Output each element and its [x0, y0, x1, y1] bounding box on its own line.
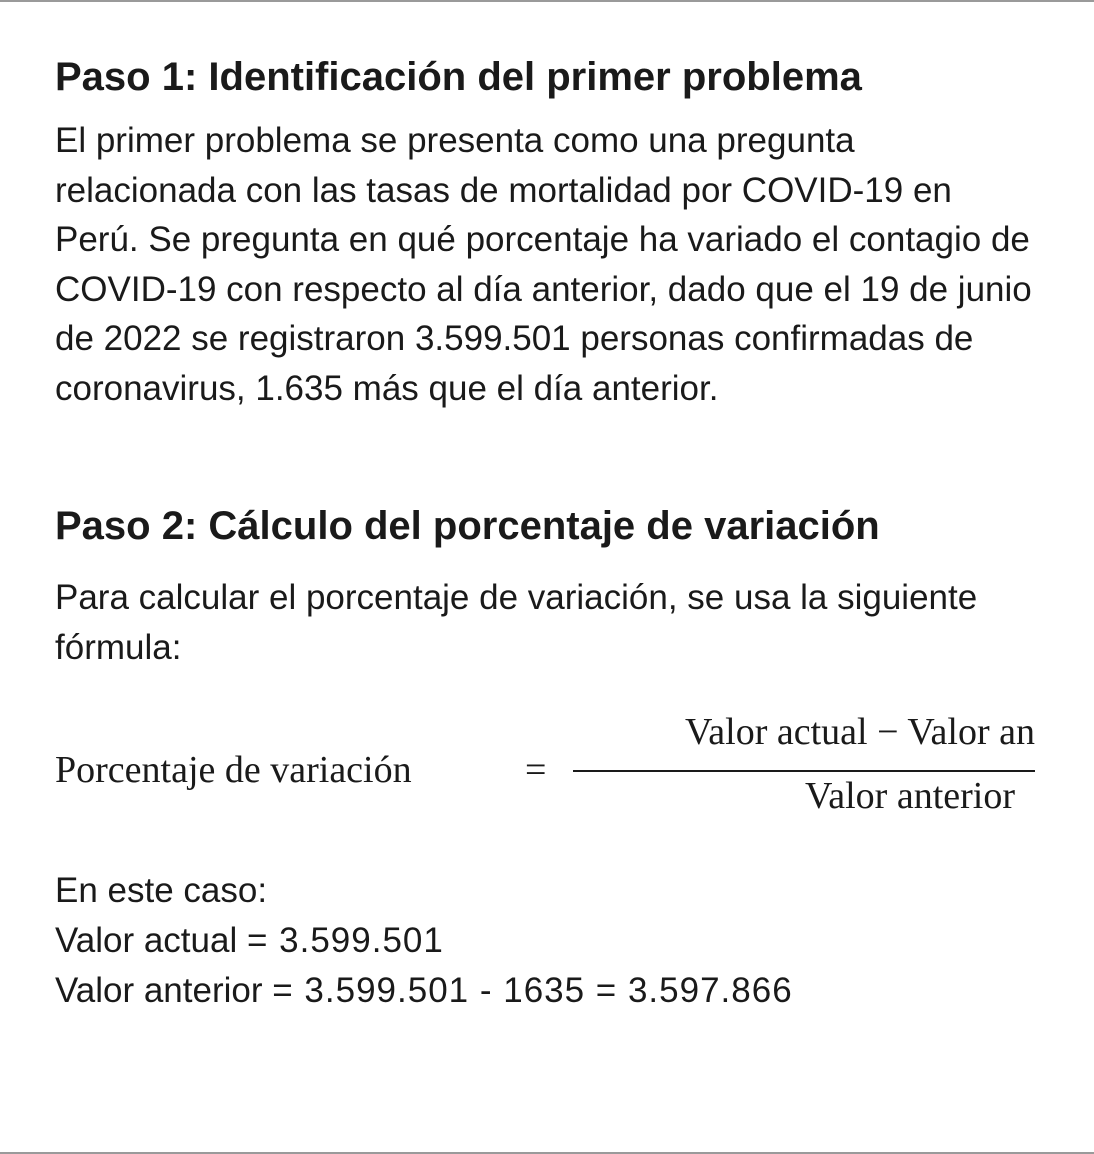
formula-equals-sign: =: [525, 749, 547, 791]
case-intro: En este caso:: [55, 871, 268, 910]
formula-fraction: [573, 710, 1035, 834]
valor-anterior-expression: = 3.599.501 - 1635 = 3.597.866: [272, 971, 793, 1010]
step2-heading: Paso 2: Cálculo del porcentaje de variación: [55, 504, 880, 548]
valor-actual-line: [55, 916, 1055, 966]
valor-anterior-line: [55, 966, 1055, 1016]
formula-lhs: Porcentaje de variación: [55, 749, 412, 791]
step2-paragraph: Para calcular el porcentaje de variación, se usa la siguiente fórmula:: [55, 578, 978, 667]
step1-paragraph: El primer problema se presenta como una pregunta relacionada con las tasas de mortalidad por COVID-19 en Perú. Se pregunta en qué porcentaje ha variado el contagio de COVID-19 con respecto al día anterior, dado que el 19 de junio de 2022 se registraron 3.599.501 personas confirmadas de coronavirus, 1.635 más que el día anterior.: [55, 121, 1032, 408]
case-values: [55, 866, 1055, 1016]
step1-heading: Paso 1: Identificación del primer problema: [55, 55, 862, 99]
fraction-bar: [573, 770, 1035, 772]
valor-anterior-label: Valor anterior: [55, 971, 263, 1010]
valor-actual-expression: = 3.599.501: [246, 921, 444, 960]
document-content: [55, 50, 1055, 1016]
formula-denominator: Valor anterior: [805, 775, 1015, 817]
variation-formula: [55, 710, 1055, 834]
valor-actual-label: Valor actual: [55, 921, 238, 960]
formula-numerator: Valor actual − Valor an: [685, 711, 1035, 753]
